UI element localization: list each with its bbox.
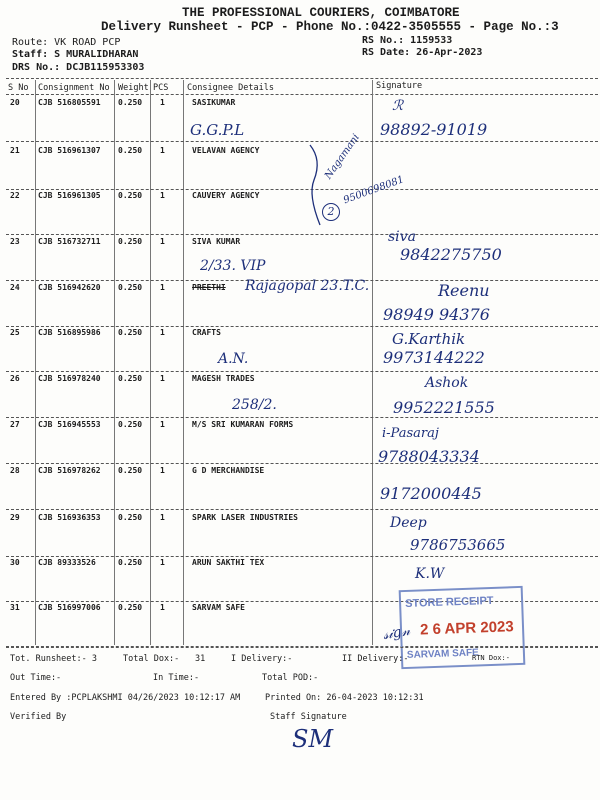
col-weight: Weight [118,83,149,93]
row-pcs: 1 [160,558,165,567]
header-bottom-rule [6,94,598,95]
row-consignment-no: CJB 516732711 [38,237,101,246]
col-pcs: PCS [153,83,169,93]
row-weight: 0.250 [118,603,143,612]
row-pcs: 1 [160,237,165,246]
row-sno: 24 [10,283,20,292]
rs-date: RS Date: 26-Apr-2023 [362,47,483,58]
row-consignee: M/S SRI KUMARAN FORMS [192,420,294,429]
row-consignee: G D MERCHANDISE [192,466,265,475]
row-sno: 28 [10,466,20,475]
verified-by: Verified By [10,712,67,722]
row-consignee: CRAFTS [192,328,221,337]
drs-number: DRS No.: DCJB115953303 [12,62,145,73]
col-sno: S No [8,83,29,93]
handwritten-note: 2/33. VIP [200,258,266,274]
row-weight: 0.250 [118,191,143,200]
row-consignment-no: CJB 516895986 [38,328,101,337]
row-pcs: 1 [160,328,165,337]
row-consignment-no: CJB 516978262 [38,466,101,475]
out-time: Out Time:- [10,673,62,683]
col-divider [372,80,373,645]
stamp-title: STORE RECEIPT [404,594,494,610]
row-sno: 20 [10,98,20,107]
col-divider [183,80,184,645]
handwritten-note: 258/2. [232,397,277,413]
row-divider [6,463,598,464]
col-consignment: Consignment No [38,83,110,93]
row-pcs: 1 [160,374,165,383]
signature-mark: ℛ [392,98,404,114]
col-consignee: Consignee Details [187,83,274,93]
i-delivery: I Delivery:- [231,654,293,664]
row-consignee: SIVA KUMAR [192,237,241,246]
handwritten-note: G.G.P.L [190,121,245,139]
row-sno: 23 [10,237,20,246]
signature: Ashok [425,375,469,391]
in-time: In Time:- [153,673,200,683]
row-weight: 0.250 [118,513,143,522]
row-consignee: SASIKUMAR [192,98,236,107]
row-weight: 0.250 [118,283,143,292]
header-top-rule [6,78,598,79]
col-divider [114,80,115,645]
handwritten-phone: 9788043334 [378,447,480,466]
signature: K.W [415,566,445,582]
receiver-signature: 𝓈𝒾𝑔𝓃 [381,622,412,644]
runsheet-subtitle: Delivery Runsheet - PCP - Phone No.:0422-3505555 - Page No.:3 [101,20,559,34]
row-pcs: 1 [160,420,165,429]
handwritten-note: A.N. [218,351,249,367]
row-divider [6,556,598,557]
entered-by: Entered By :PCPLAKSHMI 04/26/2023 10:12:17 AM [10,693,241,703]
row-consignee: SARVAM SAFE [192,603,245,612]
row-pcs: 1 [160,466,165,475]
row-consignee: PREETHI [192,283,226,292]
row-divider [6,509,598,510]
staff-signature: SM [292,725,334,753]
row-consignee: MAGESH TRADES [192,374,255,383]
row-consignee: ARUN SAKTHI TEX [192,558,265,567]
handwritten-note: Rajagopal 23.T.C. [245,278,370,294]
row-divider [6,371,598,372]
bracket-mark [300,140,330,230]
row-pcs: 1 [160,146,165,155]
handwritten-phone: 9952221555 [393,398,495,417]
staff-signature-label: Staff Signature [270,712,347,722]
handwritten-phone: 9500698081 [342,174,406,207]
stamp-date: 2 6 APR 2023 [419,618,514,639]
handwritten-phone: 9842275750 [400,245,502,264]
handwritten-phone: 9172000445 [380,484,482,503]
rtn-dox: RTN Dox:- [472,654,510,662]
row-weight: 0.250 [118,420,143,429]
total-pod: Total POD:- [262,673,319,683]
tot-runsheet: Tot. Runsheet:- 3 [10,654,97,664]
row-consignment-no: CJB 89333526 [38,558,96,567]
circled-count: 2 [322,203,340,221]
row-sno: 22 [10,191,20,200]
row-consignee: CAUVERY AGENCY [192,191,260,200]
row-divider [6,417,598,418]
row-sno: 30 [10,558,20,567]
row-consignment-no: CJB 516945553 [38,420,101,429]
row-sno: 21 [10,146,20,155]
row-sno: 27 [10,420,20,429]
handwritten-phone: 98892-91019 [380,120,488,139]
handwritten-phone: 98949 94376 [383,305,490,324]
row-pcs: 1 [160,98,165,107]
total-dox-label: Total Dox:- [123,654,180,664]
printed-on: Printed On: 26-04-2023 10:12:31 [265,693,424,703]
row-weight: 0.250 [118,466,143,475]
route: Route: VK ROAD PCP [12,37,121,48]
rs-number: RS No.: 1159533 [362,35,453,46]
row-pcs: 1 [160,191,165,200]
row-weight: 0.250 [118,374,143,383]
row-weight: 0.250 [118,237,143,246]
handwritten-phone: 9973144222 [383,348,485,367]
row-pcs: 1 [160,513,165,522]
row-consignee: VELAVAN AGENCY [192,146,260,155]
row-weight: 0.250 [118,328,143,337]
ii-delivery: II Delivery:- [342,654,409,664]
col-divider [150,80,151,645]
signature: G.Karthik [392,330,466,348]
row-weight: 0.250 [118,98,143,107]
handwritten-name: Nagamani [323,132,362,182]
row-consignee: SPARK LASER INDUSTRIES [192,513,298,522]
col-divider [35,80,36,645]
total-dox-value: 31 [195,654,206,664]
row-consignment-no: CJB 516805591 [38,98,101,107]
signature: i-Pasaraj [382,426,439,441]
handwritten-phone: 9786753665 [410,536,506,554]
signature: Reenu [438,281,490,300]
row-consignment-no: CJB 516978240 [38,374,101,383]
row-consignment-no: CJB 516961305 [38,191,101,200]
row-pcs: 1 [160,603,165,612]
row-consignment-no: CJB 516961307 [38,146,101,155]
row-sno: 29 [10,513,20,522]
company-title: THE PROFESSIONAL COURIERS, COIMBATORE [182,6,460,20]
footer-rule [6,647,598,648]
row-consignment-no: CJB 516936353 [38,513,101,522]
row-sno: 25 [10,328,20,337]
col-signature: Signature [376,81,423,91]
signature: Deep [390,515,427,531]
staff: Staff: S MURALIDHARAN [12,49,139,60]
row-weight: 0.250 [118,558,143,567]
signature: siva [388,229,416,245]
row-divider [6,234,598,235]
row-pcs: 1 [160,283,165,292]
row-weight: 0.250 [118,146,143,155]
row-consignment-no: CJB 516942620 [38,283,101,292]
row-consignment-no: CJB 516997006 [38,603,101,612]
row-divider [6,326,598,327]
stamp-company: SARVAM SAFE [406,647,479,661]
row-sno: 26 [10,374,20,383]
row-sno: 31 [10,603,20,612]
